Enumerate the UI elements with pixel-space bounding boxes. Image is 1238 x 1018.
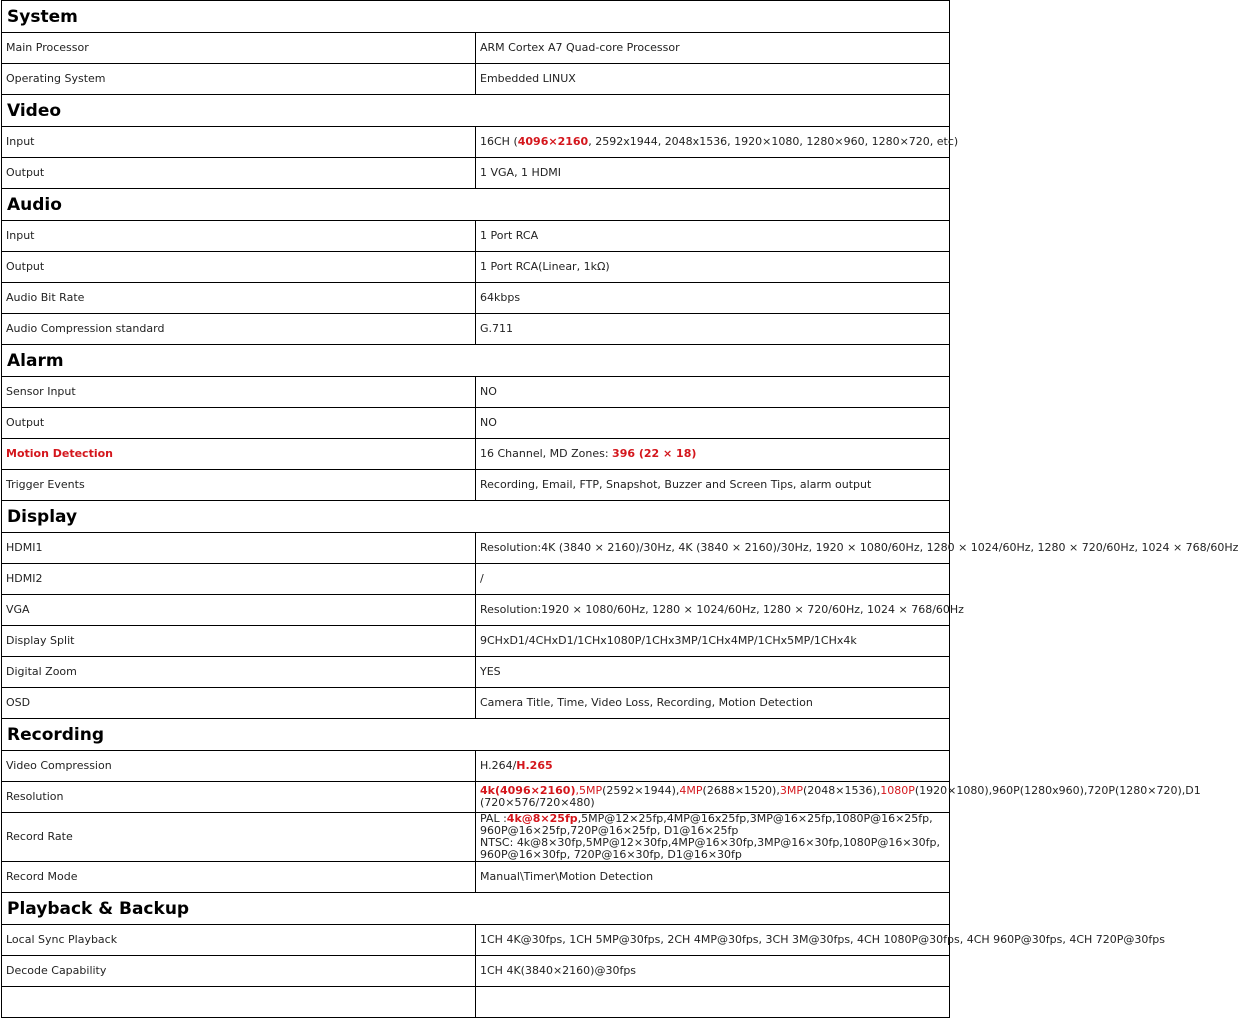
- spec-table: [1, 0, 1238, 1018]
- table-row: [2, 782, 950, 813]
- section-display: [2, 501, 950, 533]
- table-row: [2, 377, 950, 408]
- highlight-text: H.265: [516, 759, 553, 772]
- table-row: [2, 626, 950, 657]
- table-row: [2, 987, 950, 1018]
- table-row: [2, 470, 950, 501]
- row-value: Resolution:1920 × 1080/60Hz, 1280 × 1024/60Hz, 1280 × 720/60Hz, 1024 × 768/60Hz: [476, 595, 950, 626]
- rate-pal-line: [480, 813, 945, 837]
- row-value: Resolution:4K (3840 × 2160)/30Hz, 4K (3840 × 2160)/30Hz, 1920 × 1080/60Hz, 1280 × 1024/60Hz, 1280 × 720/60Hz, 1024 × 768/60Hz: [476, 533, 950, 564]
- row-value: 1 VGA, 1 HDMI: [476, 158, 950, 189]
- table-row: [2, 751, 950, 782]
- row-label: Local Sync Playback: [2, 925, 476, 956]
- row-label: Input: [2, 221, 476, 252]
- table-row: [2, 158, 950, 189]
- section-recording: [2, 719, 950, 751]
- row-value: 1 Port RCA(Linear, 1kΩ): [476, 252, 950, 283]
- table-row: [2, 564, 950, 595]
- row-label: [2, 987, 476, 1018]
- row-value: [476, 987, 950, 1018]
- row-value: Embedded LINUX: [476, 64, 950, 95]
- row-value: 1CH 4K@30fps, 1CH 5MP@30fps, 2CH 4MP@30fps, 3CH 3M@30fps, 4CH 1080P@30fps, 4CH 960P@30fps, 4CH 720P@30fps: [476, 925, 950, 956]
- row-value: [476, 782, 1201, 813]
- row-label: VGA: [2, 595, 476, 626]
- row-label: HDMI1: [2, 533, 476, 564]
- table-row: [2, 657, 950, 688]
- section-title: Alarm: [2, 345, 950, 377]
- value-text: , 2592x1944, 2048x1536, 1920×1080, 1280×960, 1280×720, etc): [588, 135, 959, 148]
- row-value: 9CHxD1/4CHxD1/1CHx1080P/1CHx3MP/1CHx4MP/1CHx5MP/1CHx4k: [476, 626, 950, 657]
- table-row: [2, 252, 950, 283]
- row-label: Trigger Events: [2, 470, 476, 501]
- value-text: ,: [575, 784, 579, 797]
- row-label: Decode Capability: [2, 956, 476, 987]
- highlight-text: 4096×2160: [517, 135, 589, 148]
- row-value: NO: [476, 408, 950, 439]
- value-text: ,5MP@12×25fp,4MP@16x25fp,3MP@16×25fp,1080P@16×25fp, 960P@16×25fp,720P@16×25fp, D1@16×25fp: [480, 812, 933, 837]
- row-value: [476, 813, 950, 862]
- table-row: [2, 314, 950, 345]
- value-text: (1920×1080),960P(1280x960),720P(1280×720),D1 (720×576/720×480): [480, 784, 1201, 809]
- table-row: [2, 439, 950, 470]
- value-text: PAL :: [480, 812, 507, 825]
- table-row: [2, 408, 950, 439]
- section-video: [2, 95, 950, 127]
- section-title: Video: [2, 95, 950, 127]
- section-system: [2, 1, 950, 33]
- value-text: 16 Channel, MD Zones:: [480, 447, 613, 460]
- row-label: Output: [2, 408, 476, 439]
- row-value: /: [476, 564, 950, 595]
- row-value: 1 Port RCA: [476, 221, 950, 252]
- row-value: [476, 127, 959, 158]
- row-label: HDMI2: [2, 564, 476, 595]
- row-label: Motion Detection: [2, 439, 476, 470]
- row-value: [476, 439, 950, 470]
- row-label: Operating System: [2, 64, 476, 95]
- value-text: (2688×1520),: [702, 784, 780, 797]
- section-title: Playback & Backup: [2, 893, 950, 925]
- rate-ntsc-line: NTSC: 4k@8×30fp,5MP@12×30fp,4MP@16×30fp,3MP@16×30fp,1080P@16×30fp, 960P@16×30fp, 720P@16×30fp, D1@16×30fp: [480, 836, 940, 861]
- section-title: Audio: [2, 189, 950, 221]
- table-row: [2, 127, 950, 158]
- table-row: [2, 64, 950, 95]
- row-value: [476, 751, 950, 782]
- row-label: Input: [2, 127, 476, 158]
- row-label: Main Processor: [2, 33, 476, 64]
- row-value: Camera Title, Time, Video Loss, Recording, Motion Detection: [476, 688, 950, 719]
- value-text: (2048×1536),: [802, 784, 881, 797]
- table-row: [2, 688, 950, 719]
- table-row: [2, 221, 950, 252]
- value-text: H.264/: [480, 759, 517, 772]
- row-value: ARM Cortex A7 Quad-core Processor: [476, 33, 950, 64]
- section-title: Display: [2, 501, 950, 533]
- highlight-text: 4k@8×25fp: [506, 812, 578, 825]
- row-label: Video Compression: [2, 751, 476, 782]
- row-value: NO: [476, 377, 950, 408]
- row-label: Audio Bit Rate: [2, 283, 476, 314]
- section-playback: [2, 893, 950, 925]
- highlight-text: 1080P: [880, 784, 915, 797]
- table-row: [2, 862, 950, 893]
- row-label: Record Mode: [2, 862, 476, 893]
- row-value: YES: [476, 657, 950, 688]
- row-label: Display Split: [2, 626, 476, 657]
- table-row: [2, 925, 950, 956]
- value-text: (2592×1944),: [602, 784, 680, 797]
- row-label: Output: [2, 252, 476, 283]
- table-row: [2, 533, 950, 564]
- row-label: Resolution: [2, 782, 476, 813]
- row-value: G.711: [476, 314, 950, 345]
- table-row: [2, 956, 950, 987]
- table-row: [2, 33, 950, 64]
- table-row: [2, 283, 950, 314]
- row-label: OSD: [2, 688, 476, 719]
- section-title: Recording: [2, 719, 950, 751]
- row-value: Recording, Email, FTP, Snapshot, Buzzer and Screen Tips, alarm output: [476, 470, 950, 501]
- section-title: System: [2, 1, 950, 33]
- table-row: [2, 813, 950, 862]
- section-audio: [2, 189, 950, 221]
- highlight-text: 396 (22 × 18): [612, 447, 697, 460]
- section-alarm: [2, 345, 950, 377]
- row-value: 64kbps: [476, 283, 950, 314]
- highlight-text: 4k(4096×2160): [480, 784, 576, 797]
- table-row: [2, 595, 950, 626]
- row-label: Audio Compression standard: [2, 314, 476, 345]
- row-label: Digital Zoom: [2, 657, 476, 688]
- highlight-text: 3MP: [779, 784, 803, 797]
- row-value: 1CH 4K(3840×2160)@30fps: [476, 956, 950, 987]
- row-label: Output: [2, 158, 476, 189]
- highlight-text: 4MP: [679, 784, 703, 797]
- row-value: Manual\Timer\Motion Detection: [476, 862, 950, 893]
- value-text: 16CH (: [480, 135, 518, 148]
- row-label: Sensor Input: [2, 377, 476, 408]
- highlight-text: 5MP: [578, 784, 603, 797]
- row-label: Record Rate: [2, 813, 476, 862]
